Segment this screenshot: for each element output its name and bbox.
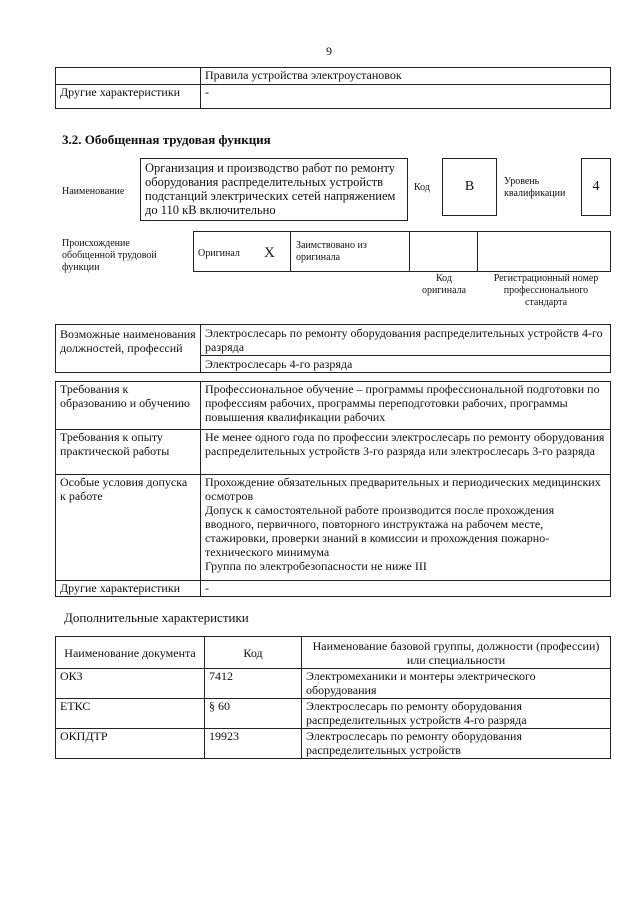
- requirements-table: [55, 381, 611, 597]
- positions-label: Возможные наименования должностей, профессий: [56, 325, 201, 373]
- code-value: В: [442, 158, 497, 216]
- req-conditions-value1: Прохождение обязательных предварительных и периодических медицинских осмотров: [205, 475, 601, 503]
- code-original-caption: Код оригинала: [421, 273, 467, 296]
- additional-row-name: Электрослесарь по ремонту оборудования распределительных устройств: [302, 729, 611, 759]
- name-value: Организация и производство работ по ремонту оборудования распределительных устройств подстанций электрических сетей напряжением до 110 кВ включительно: [140, 158, 408, 221]
- additional-row-doc: ОКЗ: [56, 669, 205, 699]
- section-title: 3.2. Обобщенная трудовая функция: [62, 132, 271, 147]
- additional-row-code: 19923: [205, 729, 302, 759]
- additional-row-code: § 60: [205, 699, 302, 729]
- additional-row-name: Электромеханики и монтеры электрического оборудования: [302, 669, 611, 699]
- top-table: [55, 67, 611, 109]
- top-table-row2-value: -: [201, 85, 611, 109]
- req-conditions-value3: Группа по электробезопасности не ниже III: [205, 559, 427, 573]
- req-education-value: Профессиональное обучение – программы профессиональной подготовки по профессиям рабочих, программы переподготовки рабочих, программы повышения квалификации рабочих: [201, 382, 611, 430]
- additional-row-name: Электрослесарь по ремонту оборудования распределительных устройств 4-го разряда: [302, 699, 611, 729]
- table-row: [56, 669, 611, 699]
- table-row: [56, 729, 611, 759]
- additional-header-code: Код: [205, 637, 302, 669]
- original-mark: X: [264, 245, 275, 261]
- original-label: Оригинал: [198, 248, 240, 259]
- origin-label: Происхождение обобщенной трудовой функции: [62, 238, 157, 273]
- positions-line2: Электрослесарь 4-го разряда: [205, 357, 353, 371]
- positions-table: [55, 324, 611, 373]
- req-experience-value: Не менее одного года по профессии электрослесарь по ремонту оборудования распределительных устройств 3-го разряда или электрослесарь 3-го разряда: [201, 430, 611, 475]
- borrowed-label: Заимствовано из оригинала: [296, 240, 367, 263]
- additional-row-doc: ЕТКС: [56, 699, 205, 729]
- additional-table: [55, 636, 611, 759]
- additional-title: Дополнительные характеристики: [64, 610, 249, 625]
- reg-number-caption: Регистрационный номер профессионального стандарта: [493, 273, 599, 308]
- level-value: 4: [581, 158, 611, 216]
- additional-header-doc: Наименование документа: [56, 637, 205, 669]
- code-label: Код: [414, 182, 430, 193]
- additional-header-name: Наименование базовой группы, должности (профессии) или специальности: [302, 637, 611, 669]
- additional-row-code: 7412: [205, 669, 302, 699]
- req-other-label: Другие характеристики: [56, 581, 201, 597]
- req-other-value: -: [201, 581, 611, 597]
- top-table-row1-value: Правила устройства электроустановок: [201, 68, 611, 85]
- positions-line1: Электрослесарь по ремонту оборудования распределительных устройств 4-го разряда: [201, 325, 610, 356]
- table-row: [56, 699, 611, 729]
- req-experience-label: Требования к опыту практической работы: [56, 430, 201, 475]
- req-education-label: Требования к образованию и обучению: [56, 382, 201, 430]
- top-table-row2-label: Другие характеристики: [56, 85, 201, 109]
- page-number: 9: [326, 44, 332, 58]
- name-label: Наименование: [62, 186, 125, 197]
- additional-row-doc: ОКПДТР: [56, 729, 205, 759]
- req-conditions-value2: Допуск к самостоятельной работе производится после прохождения вводного, первичного, повторного инструктажа на рабочем месте, стажировки, проверки знаний в комиссии и прохождения пожарно-технического минимума: [205, 503, 555, 559]
- level-label: Уровень квалификации: [504, 176, 566, 199]
- req-conditions-label: Особые условия допуска к работе: [56, 475, 201, 581]
